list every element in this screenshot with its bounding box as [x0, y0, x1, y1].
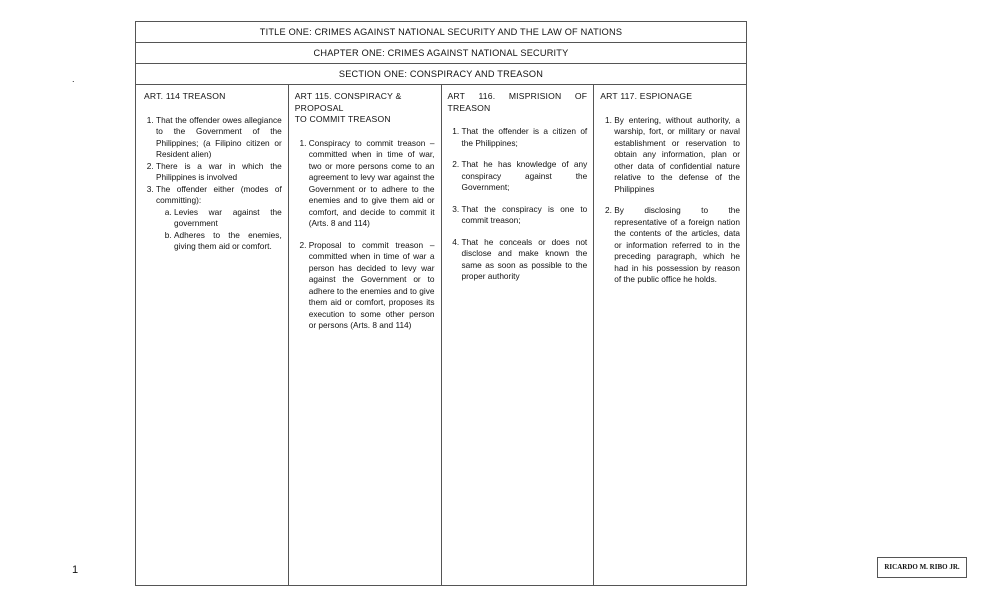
list-item-text: The offender either (modes of committing): [156, 183, 282, 205]
art117-title: ART 117. ESPIONAGE [600, 91, 693, 101]
art117-column [594, 85, 746, 585]
art115-title-line: TO COMMIT TREASON [294, 114, 391, 124]
art116-title-line: TREASON [447, 102, 491, 113]
art117-list [600, 115, 740, 286]
document-table [135, 21, 747, 586]
list-item: 1. Conspiracy to commit treason – committed when in time of war, two or more persons come to an agreement to levy war against the Government or to adhere to the enemies and to give them aid or comfort, and decide to commit it (Arts. 8 and 114) [309, 138, 435, 230]
page-number: 1 [72, 564, 79, 576]
list-item: 3. That the conspiracy is one to commit treason; [462, 204, 588, 227]
chapter-header: CHAPTER ONE: CRIMES AGAINST NATIONAL SECURITY [136, 43, 746, 64]
art115-title-line: ART 115. CONSPIRACY & [294, 91, 402, 101]
art114-title: ART. 114 TREASON [144, 91, 226, 101]
list-item: 2. Proposal to commit treason – committed when in time of war a person has decided to levy war against the Government or to adhere to the enemies and to give them aid or comfort, proposes its execution to some other person or persons (Arts. 8 and 114) [309, 240, 435, 332]
list-item: 2. That he has knowledge of any conspiracy against the Government; [462, 159, 588, 194]
articles-row [136, 85, 746, 585]
list-item: a. Levies war against the government [174, 207, 282, 230]
stray-dot: . [72, 74, 75, 84]
list-item: 1. That the offender is a citizen of the Philippines; [462, 126, 588, 149]
section-header: SECTION ONE: CONSPIRACY AND TREASON [136, 64, 746, 85]
art114-sublist [156, 207, 282, 253]
art116-column [442, 85, 595, 585]
art115-list [295, 138, 435, 332]
art116-title [448, 91, 588, 114]
list-item: 1. By entering, without authority, a warship, fort, or military or naval establishment or reservation to obtain any information, plan or other data of confidential nature relative to the defense of the Philippines [614, 115, 740, 196]
title-header: TITLE ONE: CRIMES AGAINST NATIONAL SECURITY AND THE LAW OF NATIONS [136, 22, 746, 43]
list-item: 4. That he conceals or does not disclose and make known the same as soon as possible to the proper authority [462, 237, 588, 283]
list-item: 1. That the offender owes allegiance to the Government of the Philippines; (a Filipino citizen or Resident alien) [156, 115, 282, 161]
art116-title-line: ART 116. MISPRISION OF [447, 91, 588, 101]
art115-title-line: PROPOSAL [294, 102, 344, 113]
list-item: 2. By disclosing to the representative of a foreign nation the contents of the articles, data or information referred to in the preceding paragraph, which he had in his possession by reason of the public office he holds. [614, 205, 740, 286]
art115-title [295, 91, 435, 126]
list-item: b. Adheres to the enemies, giving them aid or comfort. [174, 230, 282, 253]
list-item: 2. There is a war in which the Philippines is involved [156, 161, 282, 184]
art116-list [448, 126, 588, 283]
author-label: RICARDO M. RIBO JR. [877, 557, 967, 578]
list-item [156, 184, 282, 253]
art115-column [289, 85, 442, 585]
art114-list [142, 115, 282, 253]
art114-column [136, 85, 289, 585]
